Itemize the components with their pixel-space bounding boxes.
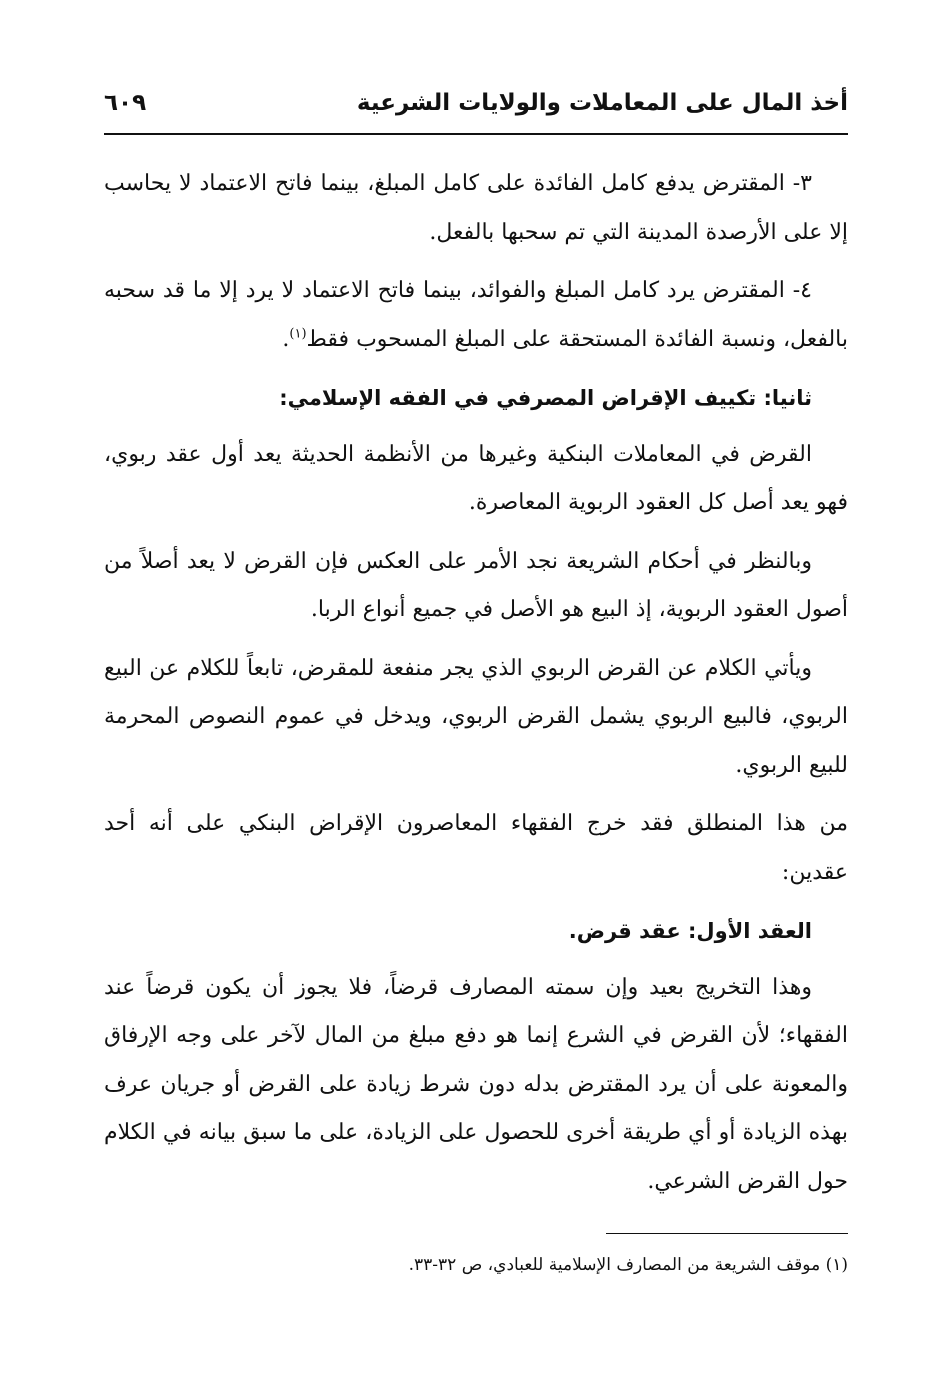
footnote-separator — [606, 1233, 848, 1234]
paragraph-point-4-text: ٤- المقترض يرد كامل المبلغ والفوائد، بينما فاتح الاعتماد لا يرد إلا ما قد سحبه بالفعل، ونسبة الفائدة المستحقة على المبلغ المسحوب فقط — [104, 278, 848, 352]
paragraph-point-4 — [104, 267, 848, 364]
section-heading-adaptation: ثانيا: تكييف الإقراض المصرفي في الفقه الإسلامي: — [279, 386, 812, 410]
running-title: أخذ المال على المعاملات والولايات الشرعية — [356, 90, 848, 116]
header-rule — [104, 133, 848, 135]
running-header — [104, 82, 848, 124]
paragraph-first-contract-discussion: وهذا التخريج بعيد وإن سمته المصارف قرضاً، فلا يجوز أن يكون قرضاً عند الفقهاء؛ لأن القرض في الشرع إنما هو دفع مبلغ من المال لآخر على وجه الإرفاق والمعونة على أن يرد المقترض بدله دون شرط زيادة على القرض أو جريان عرف بهذه الزيادة أو أي طريقة أخرى للحصول على الزيادة، على ما سبق بيانه في الكلام حول القرض الشرعي. — [104, 974, 848, 1194]
body-text — [104, 160, 848, 1216]
paragraph-point-3: ٣- المقترض يدفع كامل الفائدة على كامل المبلغ، بينما فاتح الاعتماد لا يحاسب إلا على الأرصدة المدينة التي تم سحبها بالفعل. — [104, 171, 848, 245]
section-heading-first-contract: العقد الأول: عقد قرض. — [568, 919, 812, 943]
paragraph-sharia-view: وبالنظر في أحكام الشريعة نجد الأمر على العكس فإن القرض لا يعد أصلاً من أصول العقود الربوية، إذ البيع هو الأصل في جميع أنواع الربا. — [104, 548, 848, 622]
page-number: ٦٠٩ — [104, 90, 147, 116]
paragraph-two-contracts: من هذا المنطلق فقد خرج الفقهاء المعاصرون الإقراض البنكي على أنه أحد عقدين: — [104, 811, 848, 885]
footnote: (١) موقف الشريعة من المصارف الإسلامية للعبادي، ص ٣٢-٣٣. — [408, 1255, 848, 1275]
paragraph-point-4-end: . — [282, 326, 290, 352]
footnote-reference[interactable]: (١) — [289, 326, 307, 342]
paragraph-riba-sale: ويأتي الكلام عن القرض الربوي الذي يجر منفعة للمقرض، تابعاً للكلام عن البيع الربوي، فالبيع الربوي يشمل القرض الربوي، ويدخل في عموم النصوص المحرمة للبيع الربوي. — [104, 655, 848, 778]
paragraph-loan-definition: القرض في المعاملات البنكية وغيرها من الأنظمة الحديثة يعد أول عقد ربوي، فهو يعد أصل كل العقود الربوية المعاصرة. — [104, 441, 848, 515]
